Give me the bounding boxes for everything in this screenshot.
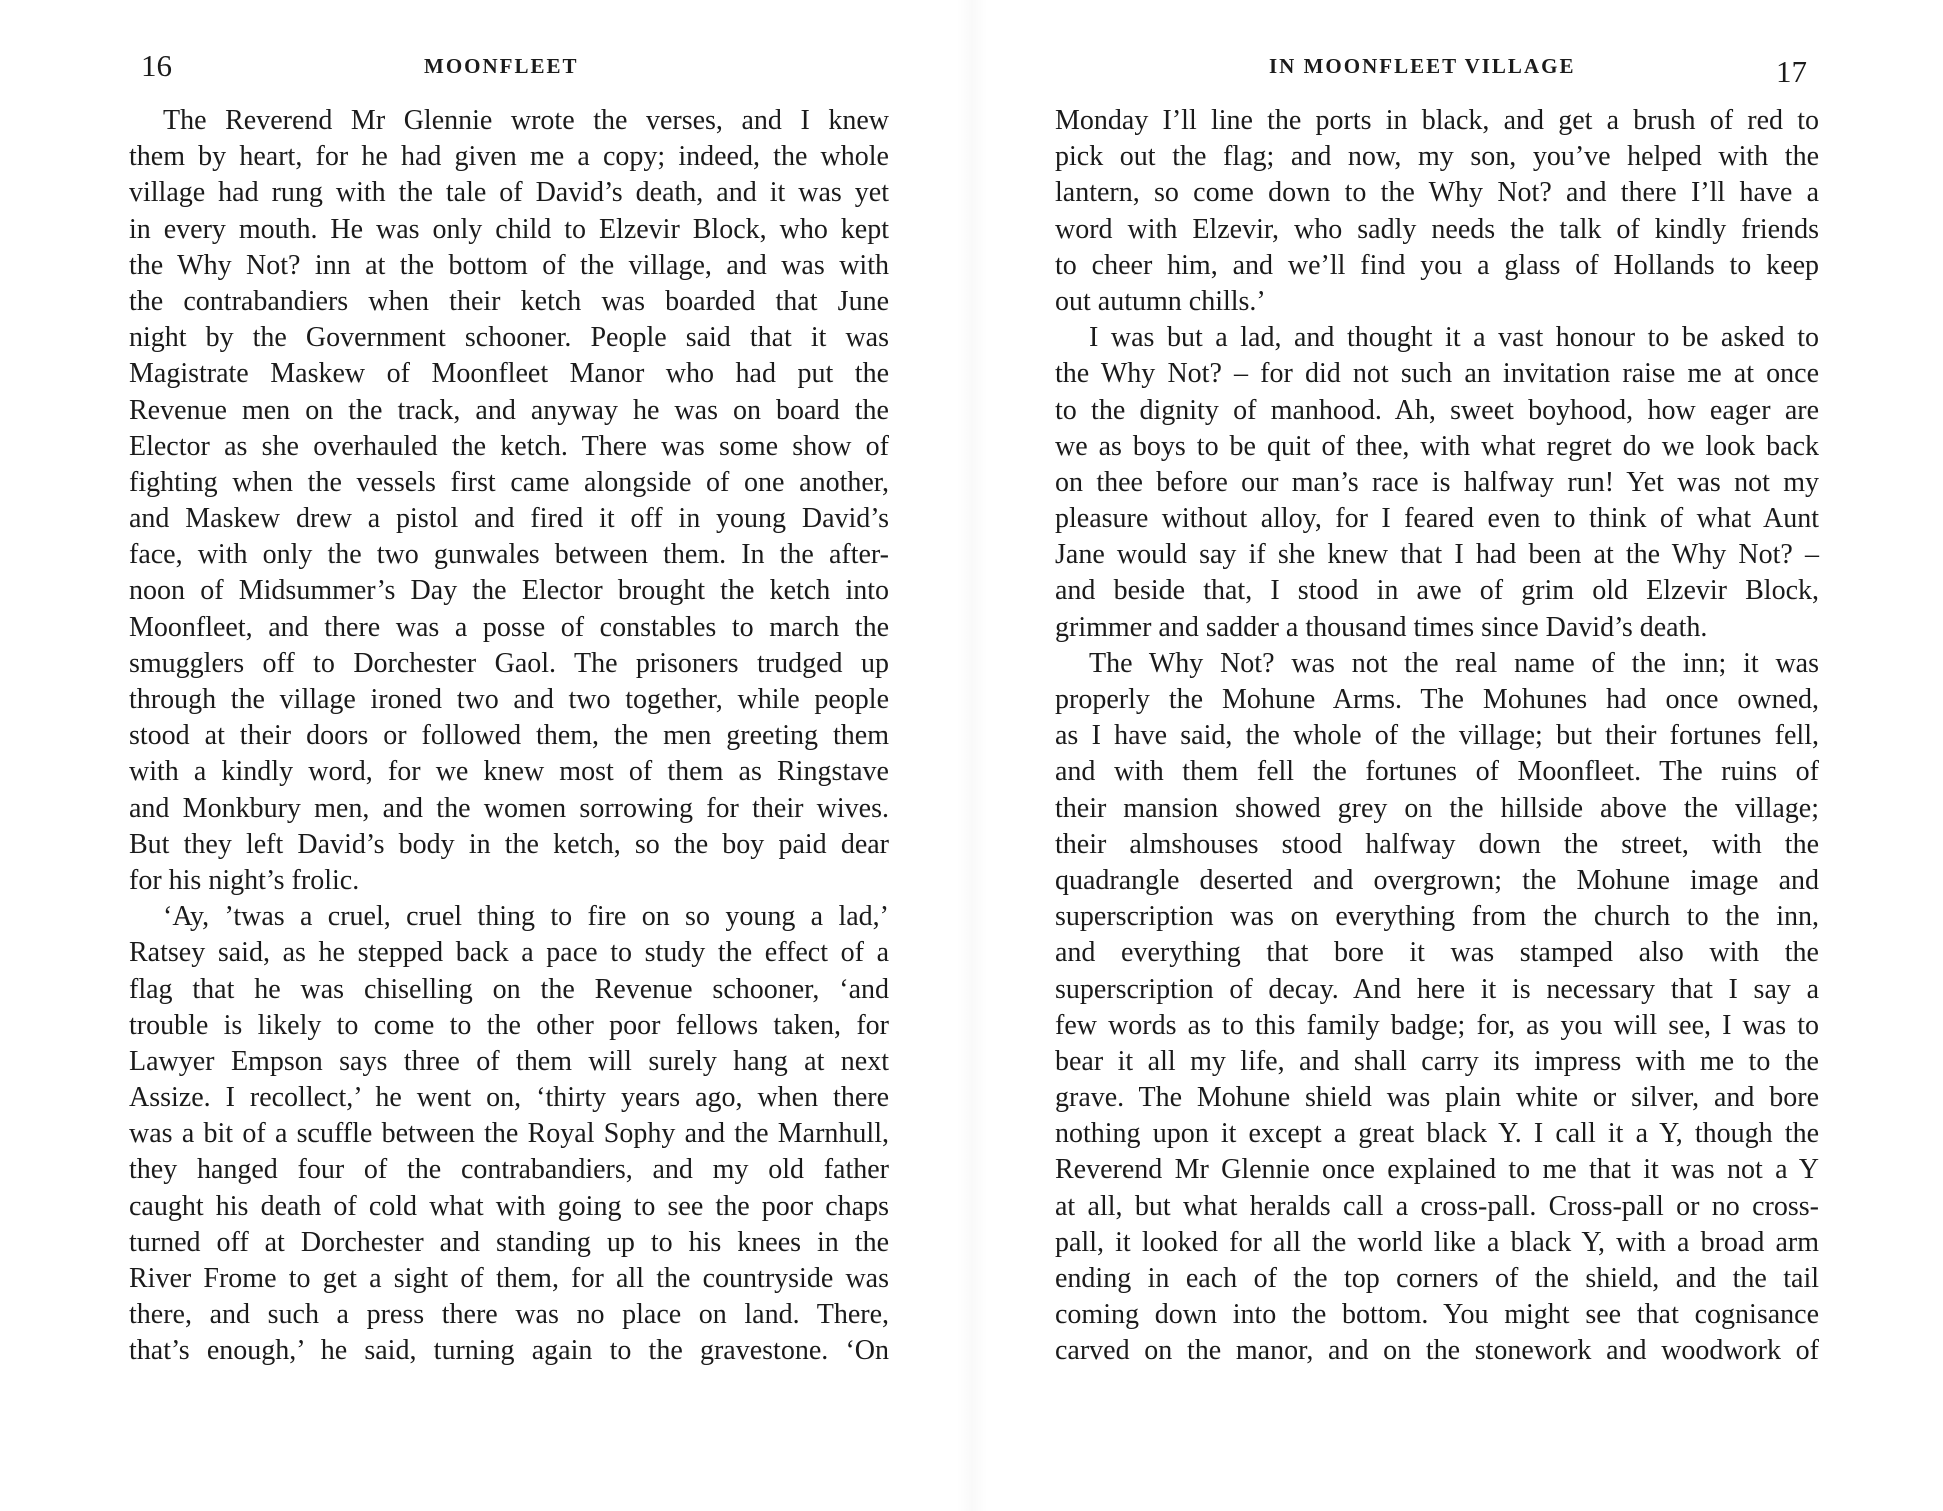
- text-line: Ratsey said, as he stepped back a pace to study the effect of a: [129, 937, 889, 969]
- text-line: in every mouth. He was only child to Elzevir Block, who kept: [129, 213, 889, 245]
- text-line: through the village ironed two and two together, while people: [129, 684, 889, 715]
- text-line: I was but a lad, and thought it a vast honour to be asked to: [1089, 322, 1819, 354]
- text-line: and everything that bore it was stamped also with the: [1055, 937, 1819, 969]
- text-line: that’s enough,’ he said, turning again to the gravestone. ‘On: [129, 1335, 889, 1367]
- text-line: was a bit of a scuffle between the Royal Sophy and the Marnhull,: [129, 1118, 889, 1150]
- text-line: superscription was on everything from the church to the inn,: [1055, 901, 1819, 933]
- left-body-text: [129, 103, 889, 1370]
- text-line: properly the Mohune Arms. The Mohunes had once owned,: [1055, 684, 1819, 715]
- text-line: Elector as she overhauled the ketch. There was some show of: [129, 430, 889, 462]
- right-running-head: [1055, 46, 1819, 89]
- text-line: at all, but what heralds call a cross-pall. Cross-pall or no cross-: [1055, 1190, 1819, 1222]
- text-line: with a kindly word, for we knew most of them as Ringstave: [129, 756, 889, 788]
- text-line: word with Elzevir, who sadly needs the talk of kindly friends: [1055, 213, 1819, 245]
- text-line: Magistrate Maskew of Moonfleet Manor who had put the: [129, 358, 889, 390]
- left-page: [129, 0, 889, 1511]
- text-line: The Reverend Mr Glennie wrote the verses, and I knew: [163, 105, 889, 136]
- text-line: them by heart, for he had given me a copy; indeed, the whole: [129, 141, 889, 173]
- right-body-text: [1055, 103, 1819, 1370]
- right-page: [1055, 0, 1819, 1511]
- text-line: their almshouses stood halfway down the street, with the: [1055, 828, 1819, 860]
- text-line: flag that he was chiselling on the Revenue schooner, ‘and: [129, 973, 889, 1005]
- text-line: village had rung with the tale of David’s death, and it was yet: [129, 177, 889, 209]
- text-line: there, and such a press there was no place on land. There,: [129, 1299, 889, 1331]
- text-line: they hanged four of the contrabandiers, and my old father: [129, 1154, 889, 1186]
- left-running-head: [129, 46, 889, 86]
- text-line: as I have said, the whole of the village; but their fortunes fell,: [1055, 720, 1819, 752]
- text-line: Revenue men on the track, and anyway he was on board the: [129, 394, 889, 426]
- right-page-number: 17: [1776, 54, 1807, 89]
- text-line: and beside that, I stood in awe of grim old Elzevir Block,: [1055, 575, 1819, 607]
- text-line: and Maskew drew a pistol and fired it off in young David’s: [129, 503, 889, 535]
- text-line: and with them fell the fortunes of Moonfleet. The ruins of: [1055, 756, 1819, 788]
- text-line: on thee before our man’s race is halfway run! Yet was not my: [1055, 466, 1819, 498]
- text-line: Moonfleet, and there was a posse of constables to march the: [129, 611, 889, 643]
- text-line: to the dignity of manhood. Ah, sweet boyhood, how eager are: [1055, 394, 1819, 426]
- left-running-title: MOONFLEET: [424, 54, 579, 78]
- text-line: for his night’s frolic.: [129, 864, 360, 896]
- text-line: their mansion showed grey on the hillside above the village;: [1055, 792, 1819, 824]
- text-line: stood at their doors or followed them, the men greeting them: [129, 720, 889, 752]
- text-line: Reverend Mr Glennie once explained to me that it was not a Y: [1055, 1154, 1819, 1186]
- text-line: Assize. I recollect,’ he went on, ‘thirty years ago, when there: [129, 1082, 889, 1114]
- text-line: Lawyer Empson says three of them will surely hang at next: [129, 1045, 889, 1077]
- text-line: The Why Not? was not the real name of the inn; it was: [1089, 647, 1819, 679]
- text-line: trouble is likely to come to the other poor fellows taken, for: [129, 1009, 889, 1041]
- text-line: the contrabandiers when their ketch was boarded that June: [129, 285, 889, 317]
- text-line: turned off at Dorchester and standing up to his knees in the: [129, 1226, 889, 1258]
- text-line: the Why Not? inn at the bottom of the village, and was with: [129, 249, 889, 281]
- text-line: grimmer and sadder a thousand times since David’s death.: [1055, 611, 1708, 643]
- text-line: face, with only the two gunwales between them. In the after-: [129, 539, 889, 571]
- text-line: grave. The Mohune shield was plain white or silver, and bore: [1055, 1082, 1819, 1114]
- text-line: the Why Not? – for did not such an invitation raise me at once: [1055, 358, 1819, 390]
- text-line: fighting when the vessels first came alongside of one another,: [129, 466, 889, 498]
- text-line: we as boys to be quit of thee, with what regret do we look back: [1055, 430, 1819, 462]
- text-line: smugglers off to Dorchester Gaol. The prisoners trudged up: [129, 647, 889, 679]
- text-line: to cheer him, and we’ll find you a glass of Hollands to keep: [1055, 249, 1819, 281]
- right-running-title: IN MOONFLEET VILLAGE: [1269, 54, 1576, 78]
- text-line: bear it all my life, and shall carry its impress with me to the: [1055, 1045, 1819, 1077]
- text-line: ending in each of the top corners of the shield, and the tail: [1055, 1263, 1819, 1294]
- text-line: night by the Government schooner. People said that it was: [129, 322, 889, 354]
- text-line: lantern, so come down to the Why Not? and there I’ll have a: [1055, 177, 1819, 209]
- text-line: noon of Midsummer’s Day the Elector brought the ketch into: [129, 575, 889, 607]
- text-line: But they left David’s body in the ketch, so the boy paid dear: [129, 828, 889, 860]
- left-page-number: 16: [141, 48, 172, 83]
- gutter-shadow: [957, 0, 987, 1511]
- text-line: pick out the flag; and now, my son, you’ve helped with the: [1055, 141, 1819, 173]
- text-line: carved on the manor, and on the stonework and woodwork of: [1055, 1335, 1819, 1367]
- text-line: superscription of decay. And here it is necessary that I say a: [1055, 973, 1819, 1005]
- text-line: few words as to this family badge; for, as you will see, I was to: [1055, 1009, 1819, 1041]
- text-line: Jane would say if she knew that I had been at the Why Not? –: [1055, 539, 1819, 571]
- text-line: and Monkbury men, and the women sorrowing for their wives.: [129, 792, 889, 824]
- text-line: out autumn chills.’: [1055, 285, 1266, 317]
- text-line: pleasure without alloy, for I feared even to think of what Aunt: [1055, 503, 1819, 535]
- text-line: River Frome to get a sight of them, for all the countryside was: [129, 1263, 889, 1294]
- text-line: pall, it looked for all the world like a black Y, with a broad arm: [1055, 1226, 1819, 1258]
- text-line: Monday I’ll line the ports in black, and get a brush of red to: [1055, 105, 1819, 136]
- text-line: nothing upon it except a great black Y. I call it a Y, though the: [1055, 1118, 1819, 1150]
- text-line: ‘Ay, ’twas a cruel, cruel thing to fire on so young a lad,’: [163, 901, 889, 933]
- text-line: quadrangle deserted and overgrown; the Mohune image and: [1055, 864, 1819, 896]
- text-line: coming down into the bottom. You might see that cognisance: [1055, 1299, 1819, 1331]
- text-line: caught his death of cold what with going to see the poor chaps: [129, 1190, 889, 1222]
